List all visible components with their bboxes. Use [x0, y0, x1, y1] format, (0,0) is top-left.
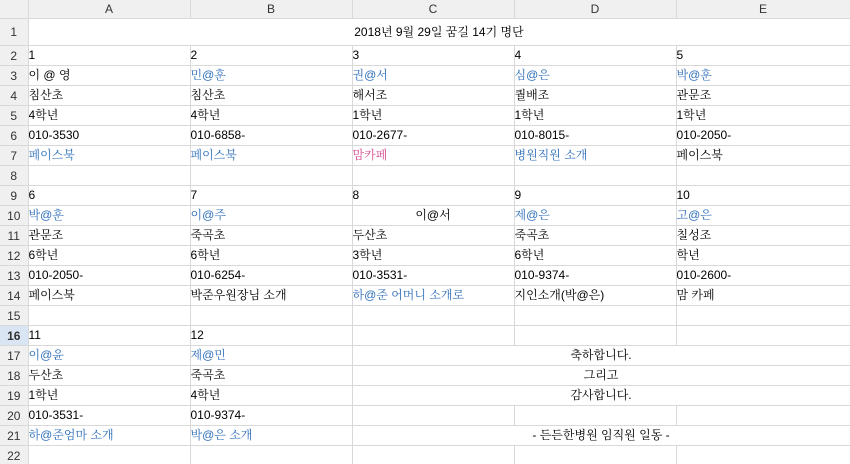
cell-b5[interactable]: 4학년	[190, 106, 352, 126]
note-line-1: 축하합니다.	[352, 346, 850, 366]
cell-e10[interactable]: 고@은	[676, 206, 850, 226]
row-header-9[interactable]: 9	[0, 186, 28, 206]
cell-a9[interactable]: 6	[28, 186, 190, 206]
row-header-19[interactable]: 19	[0, 386, 28, 406]
table-row	[0, 286, 850, 306]
cell-a4[interactable]: 침산초	[28, 86, 190, 106]
cell-a6[interactable]: 010-3530	[28, 126, 190, 146]
cell-e14[interactable]: 맘 카페	[676, 286, 850, 306]
cell-b6[interactable]: 010-6858-	[190, 126, 352, 146]
cell-e20[interactable]	[676, 406, 850, 426]
row-header-1[interactable]: 1	[0, 19, 28, 46]
cell-d10[interactable]: 제@은	[514, 206, 676, 226]
cell-a12[interactable]: 6학년	[28, 246, 190, 266]
cell-c14[interactable]: 하@준 어머니 소개로	[352, 286, 514, 306]
cell-b10[interactable]: 이@주	[190, 206, 352, 226]
cell-c16[interactable]	[352, 326, 514, 346]
row-header-14[interactable]: 14	[0, 286, 28, 306]
row-header-11[interactable]: 11	[0, 226, 28, 246]
cell-b14[interactable]: 박준우원장님 소개	[190, 286, 352, 306]
cell-a11[interactable]: 관문조	[28, 226, 190, 246]
cell-b9[interactable]: 7	[190, 186, 352, 206]
cell-e4[interactable]: 관문조	[676, 86, 850, 106]
cell-c22[interactable]	[352, 446, 514, 464]
cell-c4[interactable]: 해서조	[352, 86, 514, 106]
cell-b11[interactable]: 죽곡초	[190, 226, 352, 246]
table-row	[0, 446, 850, 464]
select-all-corner[interactable]	[0, 0, 28, 19]
cell-d7[interactable]: 병원직원 소개	[514, 146, 676, 166]
row-header-21[interactable]: 21	[0, 426, 28, 446]
cell-a2[interactable]: 1	[28, 46, 190, 66]
table-row	[0, 86, 850, 106]
row-header-16[interactable]: 16	[0, 326, 28, 346]
table-row	[0, 366, 850, 386]
cell-c2[interactable]: 3	[352, 46, 514, 66]
cell-c13[interactable]: 010-3531-	[352, 266, 514, 286]
cell-b4[interactable]: 침산초	[190, 86, 352, 106]
row-header-10[interactable]: 10	[0, 206, 28, 226]
row-header-20[interactable]: 20	[0, 406, 28, 426]
cell-d15[interactable]	[514, 306, 676, 326]
cell-a19[interactable]: 1학년	[28, 386, 190, 406]
row-header-3[interactable]: 3	[0, 66, 28, 86]
cell-c8[interactable]	[352, 166, 514, 186]
cell-e13[interactable]: 010-2600-	[676, 266, 850, 286]
cell-c7[interactable]: 맘카페	[352, 146, 514, 166]
table-row	[0, 386, 850, 406]
cell-b21[interactable]: 박@은 소개	[190, 426, 352, 446]
cell-b22[interactable]	[190, 446, 352, 464]
cell-d4[interactable]: 퀄배조	[514, 86, 676, 106]
row-header-22[interactable]: 22	[0, 446, 28, 464]
cell-a8[interactable]	[28, 166, 190, 186]
cell-a10[interactable]: 박@훈	[28, 206, 190, 226]
column-header-d[interactable]: D	[514, 0, 676, 19]
note-line-3: 감사합니다.	[352, 386, 850, 406]
table-row	[0, 66, 850, 86]
column-header-b[interactable]: B	[190, 0, 352, 19]
cell-e6[interactable]: 010-2050-	[676, 126, 850, 146]
cell-b3[interactable]: 민@훈	[190, 66, 352, 86]
cell-e22[interactable]	[676, 446, 850, 464]
cell-d3[interactable]: 심@은	[514, 66, 676, 86]
table-row	[0, 206, 850, 226]
table-row	[0, 146, 850, 166]
row-header-2[interactable]: 2	[0, 46, 28, 66]
cell-d12[interactable]: 6학년	[514, 246, 676, 266]
cell-d22[interactable]	[514, 446, 676, 464]
row-header-15[interactable]: 15	[0, 306, 28, 326]
table-row	[0, 226, 850, 246]
column-header-row	[0, 0, 850, 19]
row-header-4[interactable]: 4	[0, 86, 28, 106]
cell-a15[interactable]	[28, 306, 190, 326]
cell-a17[interactable]: 이@윤	[28, 346, 190, 366]
cell-d20[interactable]	[514, 406, 676, 426]
cell-a18[interactable]: 두산초	[28, 366, 190, 386]
cell-d2[interactable]: 4	[514, 46, 676, 66]
table-row	[0, 246, 850, 266]
cell-e5[interactable]: 1학년	[676, 106, 850, 126]
row-header-13[interactable]: 13	[0, 266, 28, 286]
cell-d11[interactable]: 죽곡초	[514, 226, 676, 246]
row-header-17[interactable]: 17	[0, 346, 28, 366]
cell-a13[interactable]: 010-2050-	[28, 266, 190, 286]
cell-e3[interactable]: 박@훈	[676, 66, 850, 86]
table-row	[0, 426, 850, 446]
cell-d9[interactable]: 9	[514, 186, 676, 206]
row-header-18[interactable]: 18	[0, 366, 28, 386]
cell-d13[interactable]: 010-9374-	[514, 266, 676, 286]
cell-c6[interactable]: 010-2677-	[352, 126, 514, 146]
note-line-2: 그리고	[352, 366, 850, 386]
cell-d8[interactable]	[514, 166, 676, 186]
cell-e2[interactable]: 5	[676, 46, 850, 66]
cell-b8[interactable]	[190, 166, 352, 186]
cell-c20[interactable]	[352, 406, 514, 426]
row-header-5[interactable]: 5	[0, 106, 28, 126]
table-row	[0, 326, 850, 346]
row-header-12[interactable]: 12	[0, 246, 28, 266]
cell-c11[interactable]: 두산초	[352, 226, 514, 246]
cell-b7[interactable]: 페이스북	[190, 146, 352, 166]
table-row	[0, 306, 850, 326]
cell-a22[interactable]	[28, 446, 190, 464]
cell-b15[interactable]	[190, 306, 352, 326]
cell-c15[interactable]	[352, 306, 514, 326]
cell-a7[interactable]: 페이스북	[28, 146, 190, 166]
column-header-e[interactable]: E	[676, 0, 850, 19]
row-header-6[interactable]: 6	[0, 126, 28, 146]
cell-e11[interactable]: 칠성조	[676, 226, 850, 246]
cell-e15[interactable]	[676, 306, 850, 326]
cell-a5[interactable]: 4학년	[28, 106, 190, 126]
cell-c3[interactable]: 권@서	[352, 66, 514, 86]
note-line-4: - 든든한병원 임직원 일동 -	[352, 426, 850, 446]
column-header-a[interactable]: A	[28, 0, 190, 19]
cell-a20[interactable]: 010-3531-	[28, 406, 190, 426]
cell-d6[interactable]: 010-8015-	[514, 126, 676, 146]
cell-b17[interactable]: 제@민	[190, 346, 352, 366]
cell-b18[interactable]: 죽곡초	[190, 366, 352, 386]
row-header-8[interactable]: 8	[0, 166, 28, 186]
cell-b12[interactable]: 6학년	[190, 246, 352, 266]
cell-e12[interactable]: 학년	[676, 246, 850, 266]
cell-c5[interactable]: 1학년	[352, 106, 514, 126]
cell-d16[interactable]	[514, 326, 676, 346]
cell-c12[interactable]: 3학년	[352, 246, 514, 266]
table-row	[0, 46, 850, 66]
cell-e9[interactable]: 10	[676, 186, 850, 206]
cell-b13[interactable]: 010-6254-	[190, 266, 352, 286]
cell-d14[interactable]: 지인소개(박@은)	[514, 286, 676, 306]
cell-b19[interactable]: 4학년	[190, 386, 352, 406]
table-row	[0, 106, 850, 126]
table-row	[0, 166, 850, 186]
cell-b2[interactable]: 2	[190, 46, 352, 66]
page-title: 2018년 9월 29일 꿈길 14기 명단	[28, 19, 850, 46]
table-row	[0, 406, 850, 426]
table-row	[0, 126, 850, 146]
cell-c9[interactable]: 8	[352, 186, 514, 206]
row-header-7[interactable]: 7	[0, 146, 28, 166]
table-row	[0, 346, 850, 366]
cell-b20[interactable]: 010-9374-	[190, 406, 352, 426]
cell-e16[interactable]	[676, 326, 850, 346]
table-row	[0, 186, 850, 206]
cell-e8[interactable]	[676, 166, 850, 186]
table-row	[0, 266, 850, 286]
cell-e7[interactable]: 페이스북	[676, 146, 850, 166]
cell-a3[interactable]: 이 @ 영	[28, 66, 190, 86]
cell-c10[interactable]: 이@서	[352, 206, 514, 226]
cell-d5[interactable]: 1학년	[514, 106, 676, 126]
cell-a16[interactable]: 11	[28, 326, 190, 346]
table-row	[0, 19, 850, 46]
cell-a21[interactable]: 하@준엄마 소개	[28, 426, 190, 446]
column-header-c[interactable]: C	[352, 0, 514, 19]
cell-b16[interactable]: 12	[190, 326, 352, 346]
cell-a14[interactable]: 페이스북	[28, 286, 190, 306]
